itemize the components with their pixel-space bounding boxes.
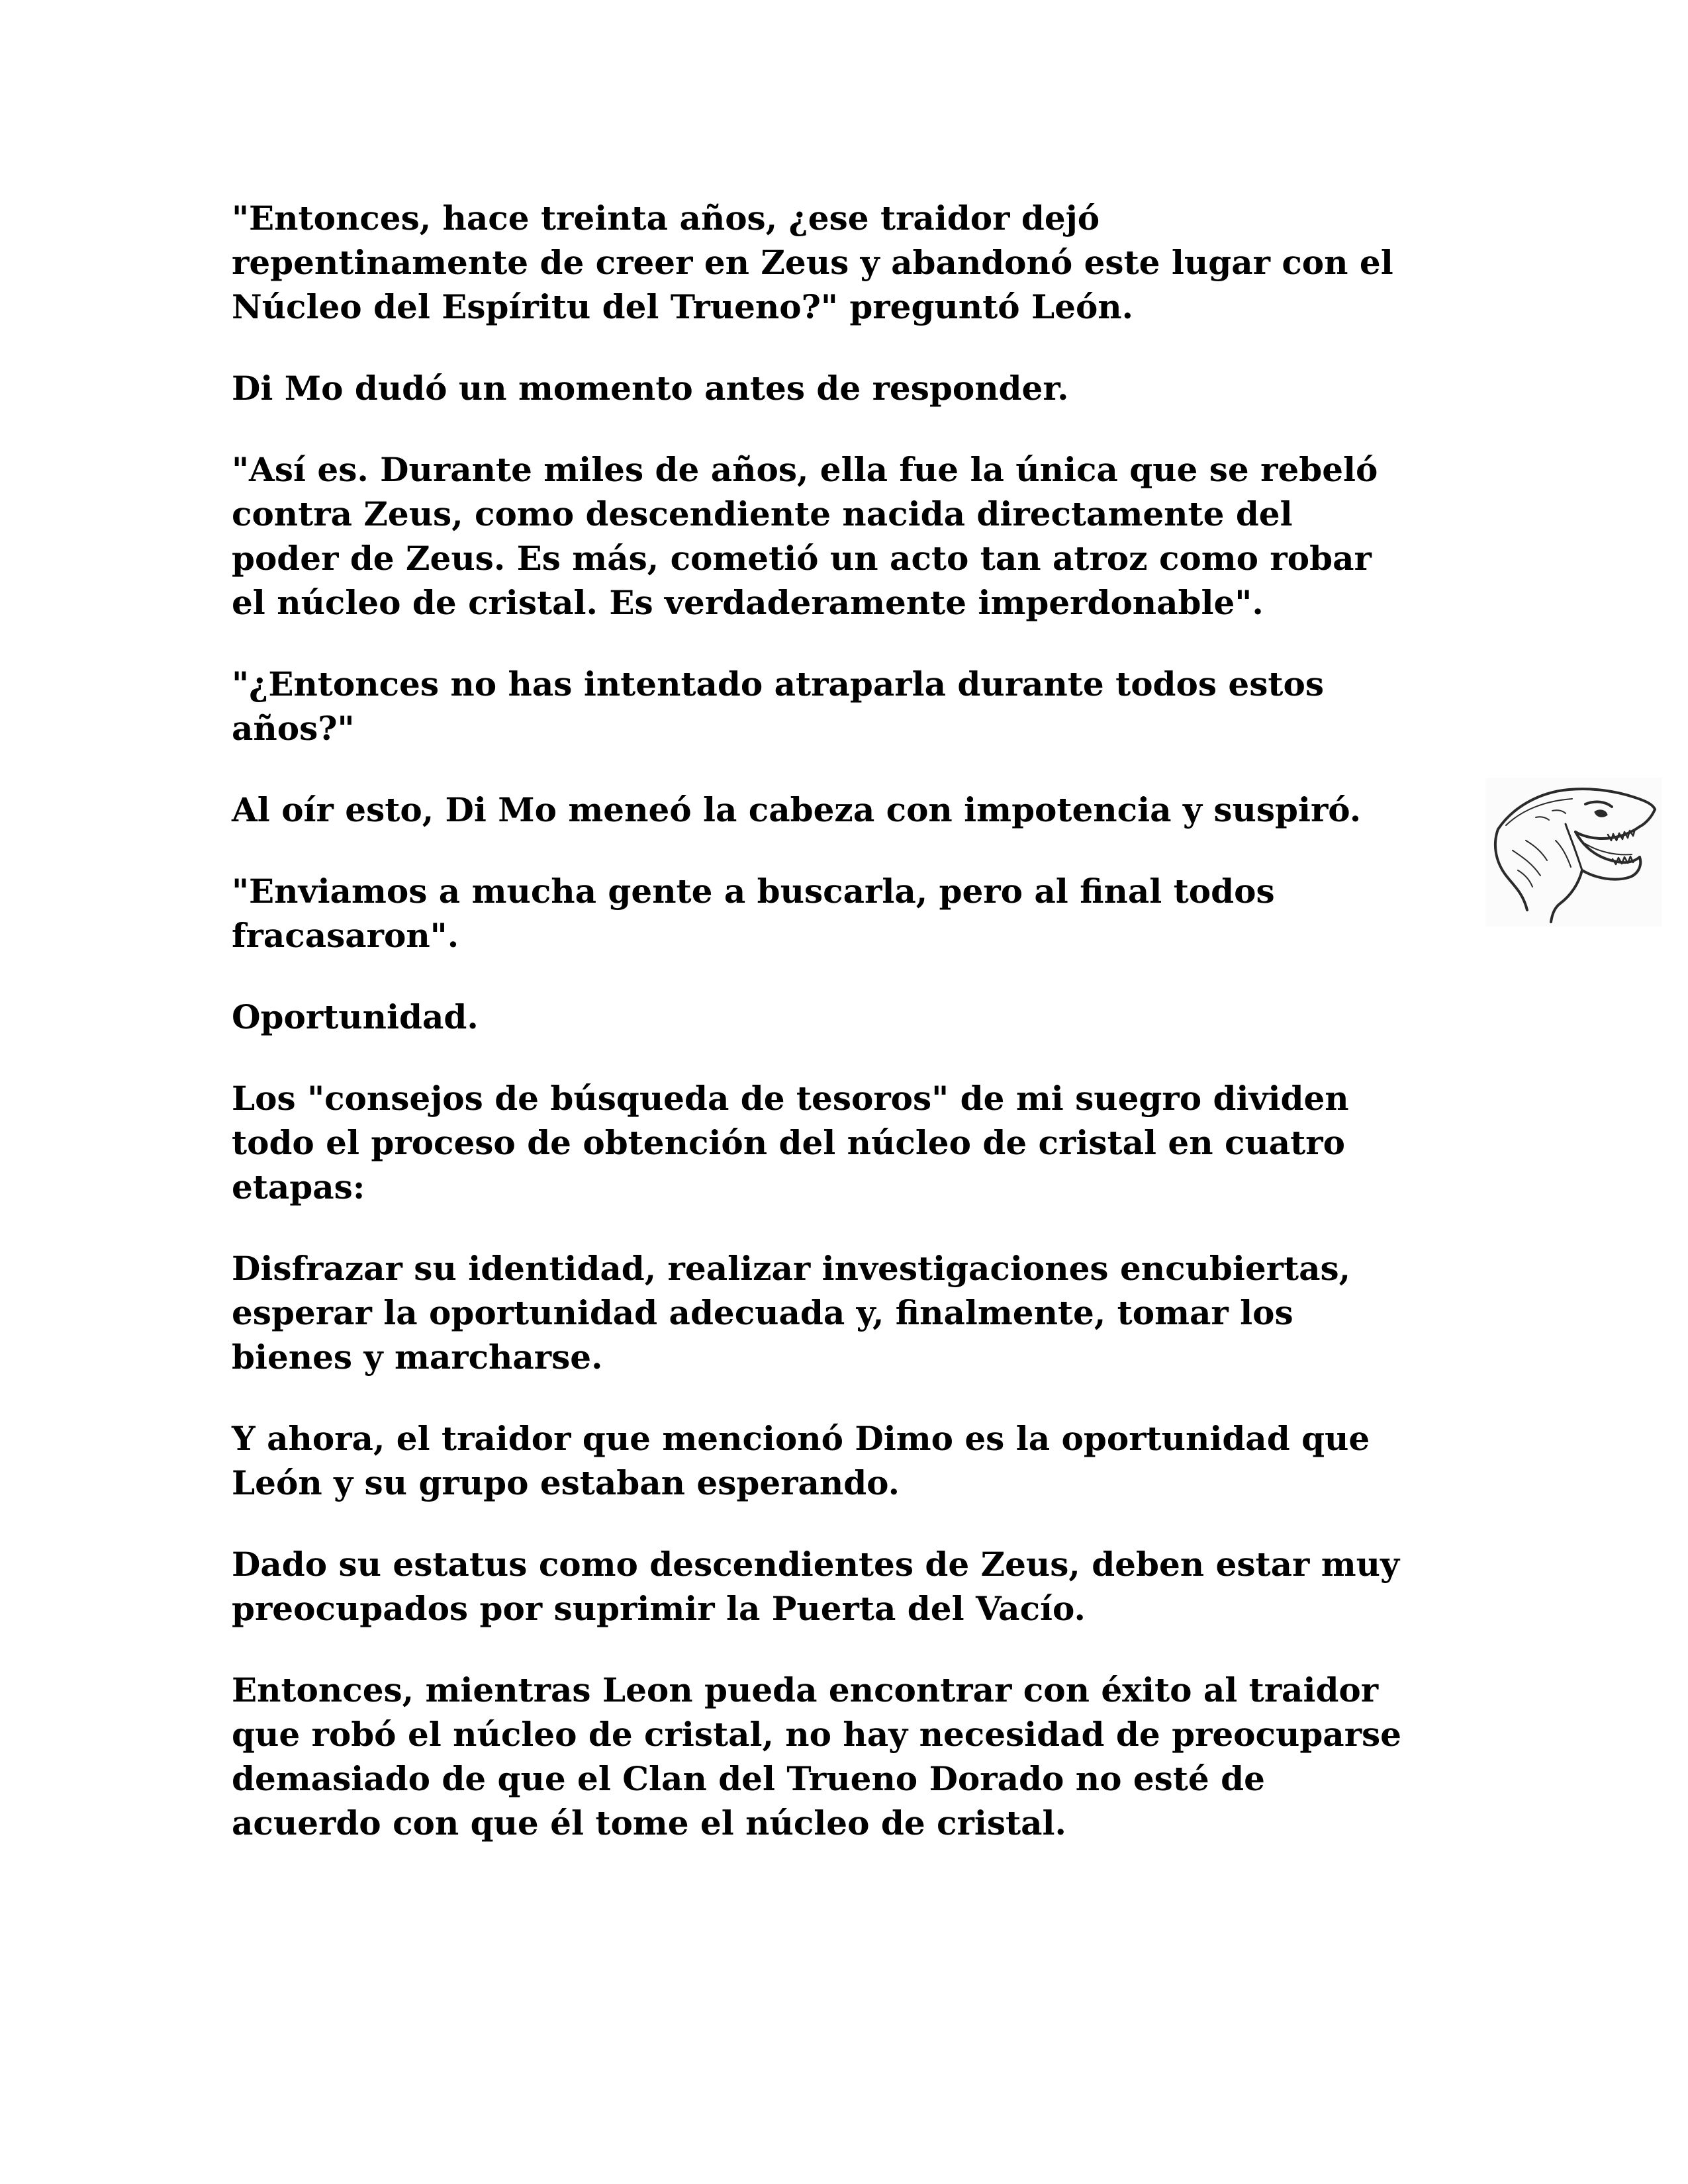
paragraph: Oportunidad. [232, 997, 479, 1036]
paragraph: Los "consejos de búsqueda de tesoros" de mi suegro dividen todo el proceso de obtención del núcleo de cristal en cuatro etapas: [232, 1079, 1349, 1206]
paragraph: "Así es. Durante miles de años, ella fue la única que se rebeló contra Zeus, como descendiente nacida directamente del poder de Zeus. Es más, cometió un acto tan atroz como robar el núcleo de cristal. Es verdaderamente imperdonable". [232, 450, 1378, 622]
paragraph: Entonces, mientras Leon pueda encontrar con éxito al traidor que robó el núcleo de cristal, no hay necesidad de preocuparse demasiado de que el Clan del Trueno Dorado no esté de acuerdo con que él tome el núcleo de cristal. [232, 1670, 1401, 1843]
paragraph: Al oír esto, Di Mo meneó la cabeza con impotencia y suspiró. [232, 790, 1362, 829]
body-text [232, 196, 1443, 1845]
dinosaur-head-sketch-icon [1486, 778, 1662, 927]
paragraph: "Entonces, hace treinta años, ¿ese traidor dejó repentinamente de creer en Zeus y abandonó este lugar con el Núcleo del Espíritu del Trueno?" preguntó León. [232, 199, 1393, 326]
paragraph: Y ahora, el traidor que mencionó Dimo es la oportunidad que León y su grupo estaban esperando. [232, 1419, 1370, 1502]
paragraph: Di Mo dudó un momento antes de responder. [232, 369, 1069, 408]
paragraph: Disfrazar su identidad, realizar investigaciones encubiertas, esperar la oportunidad adecuada y, finalmente, tomar los bienes y marcharse. [232, 1249, 1351, 1377]
paragraph: "Enviamos a mucha gente a buscarla, pero al final todos fracasaron". [232, 872, 1275, 955]
paragraph: "¿Entonces no has intentado atraparla durante todos estos años?" [232, 664, 1324, 748]
paragraph: Dado su estatus como descendientes de Zeus, deben estar muy preocupados por suprimir la Puerta del Vacío. [232, 1545, 1400, 1628]
